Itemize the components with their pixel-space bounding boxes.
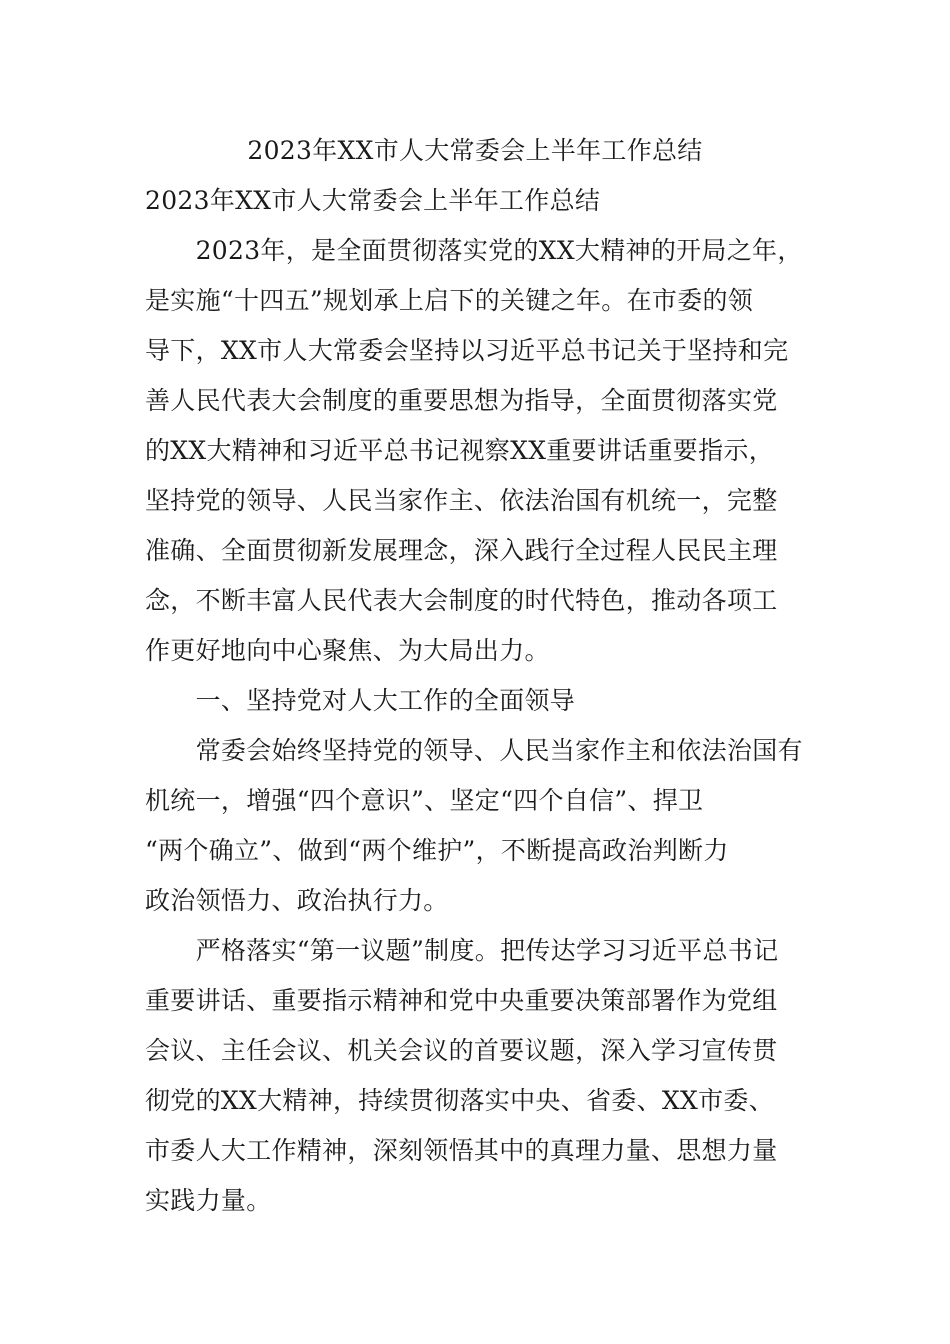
- text-line: 2023年XX市人大常委会上半年工作总结: [145, 186, 601, 215]
- text-line: 导下，XX市人大常委会坚持以习近平总书记关于坚持和完: [145, 336, 789, 365]
- text-line: 实践力量。: [145, 1186, 272, 1215]
- text-line: 2023年，是全面贯彻落实党的XX大精神的开局之年，: [145, 236, 803, 265]
- text-line: 严格落实“第一议题”制度。把传达学习习近平总书记: [145, 936, 779, 965]
- text-line: 政治领悟力、政治执行力。: [145, 886, 449, 915]
- text-line: 市委人大工作精神，深刻领悟其中的真理力量、思想力量: [145, 1136, 778, 1165]
- text-line: 作更好地向中心聚焦、为大局出力。: [145, 636, 550, 665]
- text-line: “两个确立”、做到“两个维护”，不断提高政治判断力: [145, 836, 729, 865]
- text-line: 准确、全面贯彻新发展理念，深入践行全过程人民民主理: [145, 536, 778, 565]
- text-line: 常委会始终坚持党的领导、人民当家作主和依法治国有: [145, 736, 803, 765]
- text-line: 坚持党的领导、人民当家作主、依法治国有机统一，完整: [145, 486, 778, 515]
- text-line: 的XX大精神和习近平总书记视察XX重要讲话重要指示，: [145, 436, 774, 465]
- document-title: 2023年XX市人大常委会上半年工作总结: [247, 136, 703, 165]
- text-line: 会议、主任会议、机关会议的首要议题，深入学习宣传贯: [145, 1036, 778, 1065]
- text-line: 机统一，增强“四个意识”、坚定“四个自信”、捍卫: [145, 786, 704, 815]
- text-line: 念，不断丰富人民代表大会制度的时代特色，推动各项工: [145, 586, 778, 615]
- text-line: 善人民代表大会制度的重要思想为指导，全面贯彻落实党: [145, 386, 778, 415]
- text-line: 彻党的XX大精神，持续贯彻落实中央、省委、XX市委、: [145, 1086, 774, 1115]
- text-line: 重要讲话、重要指示精神和党中央重要决策部署作为党组: [145, 986, 778, 1015]
- section-heading: 一、坚持党对人大工作的全面领导: [145, 686, 576, 715]
- text-line: 是实施“十四五”规划承上启下的关键之年。在市委的领: [145, 286, 754, 315]
